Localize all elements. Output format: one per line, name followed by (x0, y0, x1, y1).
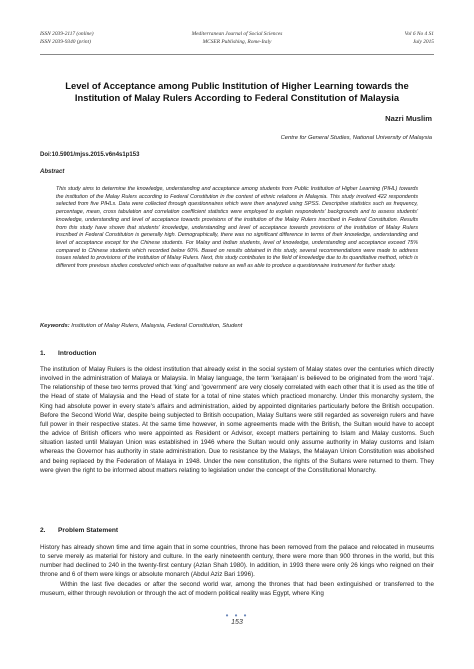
header-journal-block (40, 30, 434, 46)
keywords-list: Institution of Malay Rulers, Malaysia, Federal Constitution, Student (71, 323, 243, 329)
section-number: 2. (40, 527, 46, 534)
running-header (40, 30, 434, 52)
footer-ornament: • • • (225, 611, 249, 620)
author-affiliation: Centre for General Studies, National University of Malaysia (280, 135, 432, 141)
problem-paragraph-1: History has already shown time and time again that in some countries, throne has been removed from the palace and relocated in museums to serve merely as material for history and culture. In the early nineteenth century, there were more than 900 thrones in the world, but this number had declined to 240 in the twenty-first century (Azlan Shah 1980). In addition, in 1993 there were only 26 kings who reigned on their throne and 6 of them were kings or absolute monarch (Abdul Aziz Bari 1996). (40, 544, 434, 579)
keywords-label: Keywords: (40, 323, 70, 329)
section-heading-introduction (40, 350, 96, 357)
section-title: Problem Statement (58, 527, 119, 534)
problem-paragraph-2: Within the last five decades or after the second world war, among the thrones that had been extinguished or transferred to the museum, either through revolution or through the act of modern political reality was Egypt, where King (40, 580, 434, 597)
header-rule (40, 54, 434, 55)
issue-date: July 2015 (412, 39, 434, 45)
title-line-1: Level of Acceptance among Public Institution of Higher Learning towards the (65, 80, 409, 91)
section-title: Introduction (58, 350, 97, 357)
title-line-2: Institution of Malay Rulers According to Federal Constitution of Malaysia (74, 92, 400, 103)
publisher-name: MCSER Publishing, Rome-Italy (202, 39, 272, 45)
section-number: 1. (40, 350, 46, 357)
problem-statement-body (40, 543, 434, 598)
volume-info: Vol 6 No 4 S1 (404, 31, 434, 37)
abstract-heading: Abstract (40, 169, 65, 175)
keywords-line (40, 322, 434, 330)
issn-online: ISSN 2039-2117 (online) (40, 31, 94, 37)
introduction-paragraph: The institution of Malay Rulers is the oldest institution that already exist in the social system of Malay states over the centuries which directly involved in the administration of Malaya or Malaysia. In Malay language, the term 'kerajaan' is believed to be originated from the word 'raja'. The relationship of these two terms proved that 'king' and 'government' are very closely correlated with each other that it is used as the title of the Head of state of Malaysia and the Head of state for a total of nine states which practiced monarchy. Under this monarchy system, the King had absolute power in every state's affairs and administration, aided by appointed dignitaries particularly before the British occupation. Before the Second World War, despite being subjected to British occupation, Malay Sultans were still regarded as sovereign rulers and have full power in their respective states. At the same time however, in some agreements made with the British, the Sultan would have to accept the advice of British officers who were appointed as Resident or Advisor, except matters pertaining to Islam and Malay customs. Such situation lasted until Malayan Union was established in 1946 where the Sultan would only assume authority in Malay customs and Islam whereas the Governor has authority in state administration. Due to resistance by the Malays, the Malayan Union Constitution was abolished and being replaced by the Federation of Malaya in 1948. Under the new constitution, the rights of the Sultans were returned to them. They were given the right to be informed about matters relating to legislation under the concept of the Constitutional Monarchy. (40, 366, 434, 474)
header-volume-block (405, 30, 434, 46)
author-name: Nazri Muslim (385, 114, 432, 123)
doi-link[interactable]: Doi:10.5901/mjss.2015.v6n4s1p153 (40, 152, 140, 158)
page-number: 153 (231, 619, 243, 626)
journal-name: Mediterranean Journal of Social Sciences (191, 31, 283, 37)
section-heading-problem-statement (40, 527, 118, 534)
introduction-body (40, 365, 434, 475)
abstract-text: This study aims to determine the knowledge, understanding and acceptance among students from Public Institution of Higher Learning (PIHL) towards the institution of the Malay Rulers according to Federal Constitution in the context of ethnic relations in Malaysia. This study involved 422 respondents selected from five PIHLs. Data were collected through questionnaires which were then analyzed using SPSS. Descriptive statistics such as frequency, percentage, mean, cross tabulation and correlation coefficient statistics were employed to explain respondents' backgrounds and to assess students' knowledge, understanding and level of acceptance towards provisions of the institution of the Malay Rulers inscribed in Federal Constitution. Results from this study have shown that students' knowledge, understanding and level of acceptance towards provisions of the institution of Malay Rulers inscribed in Federal Constitution is generally high. Demographically, there was no significant difference in terms of their knowledge, understanding and level of acceptance except for the Chinese students. For Malay and Indian students, level of knowledge, understanding and acceptance exceed 75% compared to Chinese students which recorded below 60%. Based on results obtained in this study, several recommendations were made to address issues related to provisions of the institution of Malay Rulers. Next, this study contributes to the field of knowledge due to its quantitative method, which is different from previous studies conducted which was of qualitative nature as well as able to produce a questionnaire instrument for further study. (56, 186, 418, 270)
issn-print: ISSN 2039-9340 (print) (40, 39, 91, 45)
paper-title (50, 80, 424, 104)
